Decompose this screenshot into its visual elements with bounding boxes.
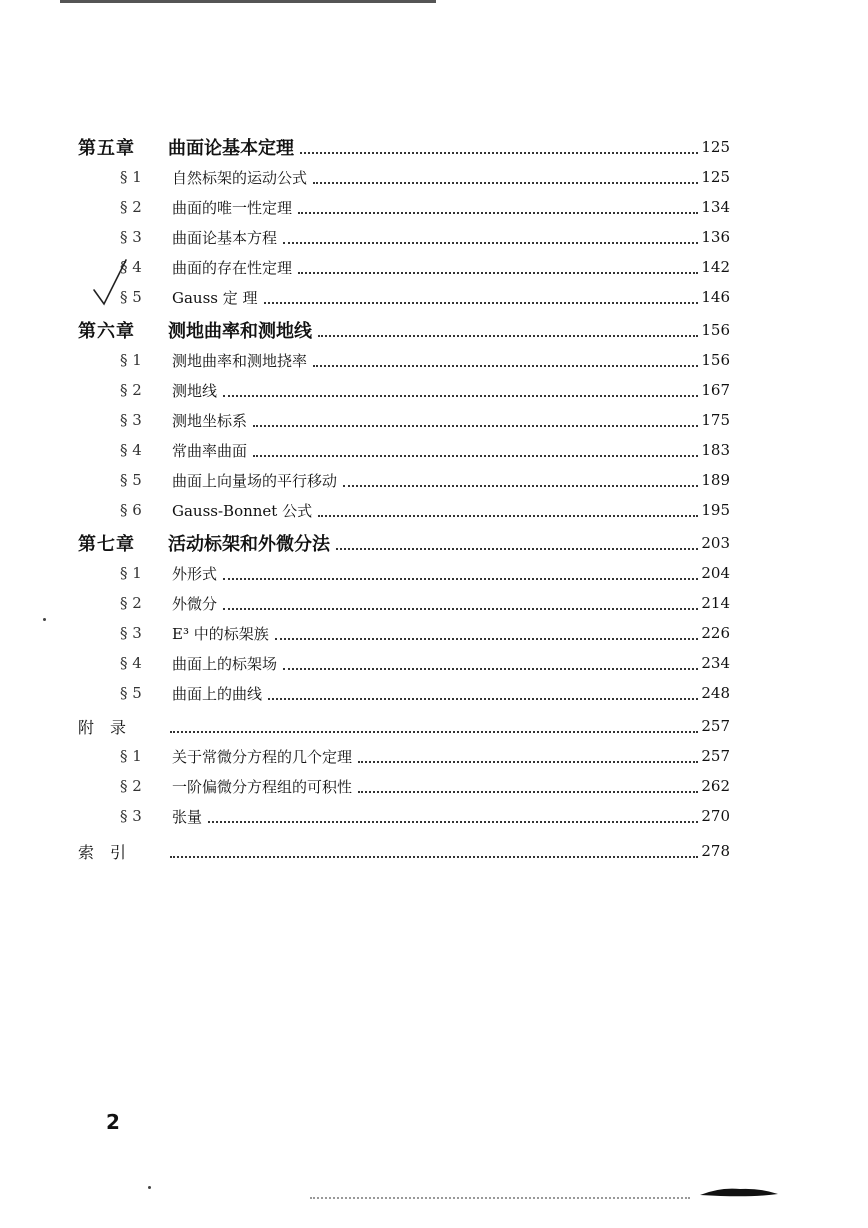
toc-page-number: 262 bbox=[701, 777, 730, 795]
toc-page-number: 195 bbox=[701, 501, 730, 519]
dot-leader bbox=[298, 272, 698, 274]
handwritten-check-icon bbox=[92, 258, 132, 308]
toc-entry-title: Gauss 定 理 bbox=[172, 288, 258, 307]
dot-leader bbox=[170, 731, 698, 733]
dot-leader bbox=[300, 152, 698, 154]
toc-page-number: 167 bbox=[701, 381, 730, 399]
toc-page-number: 156 bbox=[701, 351, 730, 369]
toc-section-entry bbox=[78, 253, 730, 281]
toc-page-number: 270 bbox=[701, 807, 730, 825]
bottom-scan-noise bbox=[310, 1193, 690, 1199]
toc-page-number: 234 bbox=[701, 654, 730, 672]
toc-entry-title: 测地线 bbox=[172, 381, 218, 400]
toc-page-number: 125 bbox=[701, 168, 730, 186]
toc-entry-title: 测地坐标系 bbox=[172, 411, 248, 430]
toc-page-number: 136 bbox=[701, 228, 730, 246]
toc-section-entry bbox=[78, 802, 730, 830]
toc-page-number: 204 bbox=[701, 564, 730, 582]
toc-section-entry bbox=[78, 163, 730, 191]
dot-leader bbox=[283, 242, 698, 244]
toc-entry-label: § 2 bbox=[120, 594, 142, 612]
toc-section-entry bbox=[78, 466, 730, 494]
toc-entry-title: 曲面论基本方程 bbox=[172, 228, 278, 247]
toc-entry-title: 外形式 bbox=[172, 564, 218, 583]
toc-entry-label: § 2 bbox=[120, 777, 142, 795]
toc-entry-title: 常曲率曲面 bbox=[172, 441, 248, 460]
dot-leader bbox=[283, 668, 698, 670]
toc-entry-label: § 1 bbox=[120, 168, 142, 186]
toc-section-entry bbox=[78, 679, 730, 707]
page-number: 2 bbox=[106, 1110, 120, 1134]
toc-entry-title: 外微分 bbox=[172, 594, 218, 613]
toc-entry-label: § 1 bbox=[120, 351, 142, 369]
dot-leader bbox=[343, 485, 698, 487]
toc-entry-label: § 3 bbox=[120, 624, 142, 642]
toc-entry-title: 曲面论基本定理 bbox=[168, 138, 294, 159]
speck bbox=[148, 1186, 151, 1189]
dot-leader bbox=[170, 856, 698, 858]
toc-chapter-entry bbox=[78, 712, 730, 740]
dot-leader bbox=[268, 698, 698, 700]
toc-entry-title: 曲面上的标架场 bbox=[172, 654, 278, 673]
toc-chapter-entry bbox=[78, 316, 730, 344]
toc-section-entry bbox=[78, 589, 730, 617]
toc-page-number: 146 bbox=[701, 288, 730, 306]
toc-entry-label: § 1 bbox=[120, 747, 142, 765]
toc-entry-title: 自然标架的运动公式 bbox=[172, 168, 308, 187]
toc-section-entry bbox=[78, 283, 730, 311]
toc-section-entry bbox=[78, 619, 730, 647]
dot-leader bbox=[208, 821, 698, 823]
dot-leader bbox=[253, 425, 698, 427]
toc-entry-title: 活动标架和外微分法 bbox=[168, 534, 330, 555]
dot-leader bbox=[336, 548, 698, 550]
toc-page-number: 189 bbox=[701, 471, 730, 489]
toc-entry-label: § 6 bbox=[120, 501, 142, 519]
toc-entry-title: 测地曲率和测地挠率 bbox=[172, 351, 308, 370]
toc-page-number: 125 bbox=[701, 138, 730, 156]
toc-entry-label: § 5 bbox=[120, 471, 142, 489]
toc-page-number: 142 bbox=[701, 258, 730, 276]
toc-section-entry bbox=[78, 406, 730, 434]
toc-entry-label: 第六章 bbox=[78, 321, 135, 342]
dot-leader bbox=[223, 395, 698, 397]
toc-chapter-entry bbox=[78, 133, 730, 161]
toc-page-number: 134 bbox=[701, 198, 730, 216]
toc-entry-label: 第七章 bbox=[78, 534, 135, 555]
toc-entry-title: 曲面上的曲线 bbox=[172, 684, 263, 703]
toc-entry-label: 第五章 bbox=[78, 138, 135, 159]
toc-chapter-entry bbox=[78, 837, 730, 865]
dot-leader bbox=[223, 578, 698, 580]
toc-entry-label: 索 引 bbox=[78, 842, 127, 862]
toc-entry-title: 一阶偏微分方程组的可积性 bbox=[172, 777, 353, 796]
toc-entry-label: § 4 bbox=[120, 258, 142, 276]
dot-leader bbox=[223, 608, 698, 610]
toc-entry-title: 测地曲率和测地线 bbox=[168, 321, 312, 342]
ink-smudge bbox=[700, 1185, 780, 1199]
toc-entry-title: 曲面的存在性定理 bbox=[172, 258, 293, 277]
toc-section-entry bbox=[78, 346, 730, 374]
toc-section-entry bbox=[78, 649, 730, 677]
dot-leader bbox=[298, 212, 698, 214]
dot-leader bbox=[313, 182, 698, 184]
toc-page-number: 257 bbox=[701, 717, 730, 735]
toc-section-entry bbox=[78, 559, 730, 587]
toc-page-number: 183 bbox=[701, 441, 730, 459]
toc-entry-label: § 4 bbox=[120, 654, 142, 672]
dot-leader bbox=[318, 335, 698, 337]
toc-section-entry bbox=[78, 223, 730, 251]
toc-section-entry bbox=[78, 742, 730, 770]
toc-page-number: 156 bbox=[701, 321, 730, 339]
toc-entry-label: § 3 bbox=[120, 411, 142, 429]
toc-section-entry bbox=[78, 193, 730, 221]
toc-page-number: 278 bbox=[701, 842, 730, 860]
dot-leader bbox=[358, 791, 698, 793]
toc-entry-title: 张量 bbox=[172, 807, 203, 826]
dot-leader bbox=[318, 515, 698, 517]
toc-entry-label: § 4 bbox=[120, 441, 142, 459]
toc-entry-title: E³ 中的标架族 bbox=[172, 624, 269, 643]
toc-entry-label: § 3 bbox=[120, 228, 142, 246]
dot-leader bbox=[358, 761, 698, 763]
toc-section-entry bbox=[78, 436, 730, 464]
toc-page-number: 203 bbox=[701, 534, 730, 552]
toc-entry-title: 关于常微分方程的几个定理 bbox=[172, 747, 353, 766]
toc-entry-label: § 5 bbox=[120, 684, 142, 702]
toc-entry-label: § 5 bbox=[120, 288, 142, 306]
toc-entry-label: § 2 bbox=[120, 381, 142, 399]
toc-entry-label: § 3 bbox=[120, 807, 142, 825]
toc-entry-title: 曲面的唯一性定理 bbox=[172, 198, 293, 217]
speck bbox=[43, 618, 46, 621]
toc-page-number: 257 bbox=[701, 747, 730, 765]
toc-entry-label: 附 录 bbox=[78, 717, 127, 737]
dot-leader bbox=[313, 365, 698, 367]
toc-section-entry bbox=[78, 496, 730, 524]
toc-section-entry bbox=[78, 772, 730, 800]
toc-entry-label: § 2 bbox=[120, 198, 142, 216]
toc-section-entry bbox=[78, 376, 730, 404]
toc-page-number: 226 bbox=[701, 624, 730, 642]
toc-page-number: 248 bbox=[701, 684, 730, 702]
toc-entry-title: Gauss-Bonnet 公式 bbox=[172, 501, 313, 520]
toc-entry-label: § 1 bbox=[120, 564, 142, 582]
toc-page-number: 175 bbox=[701, 411, 730, 429]
dot-leader bbox=[264, 302, 698, 304]
dot-leader bbox=[253, 455, 698, 457]
toc-page-number: 214 bbox=[701, 594, 730, 612]
toc-entry-title: 曲面上向量场的平行移动 bbox=[172, 471, 338, 490]
toc-chapter-entry bbox=[78, 529, 730, 557]
dot-leader bbox=[275, 638, 698, 640]
